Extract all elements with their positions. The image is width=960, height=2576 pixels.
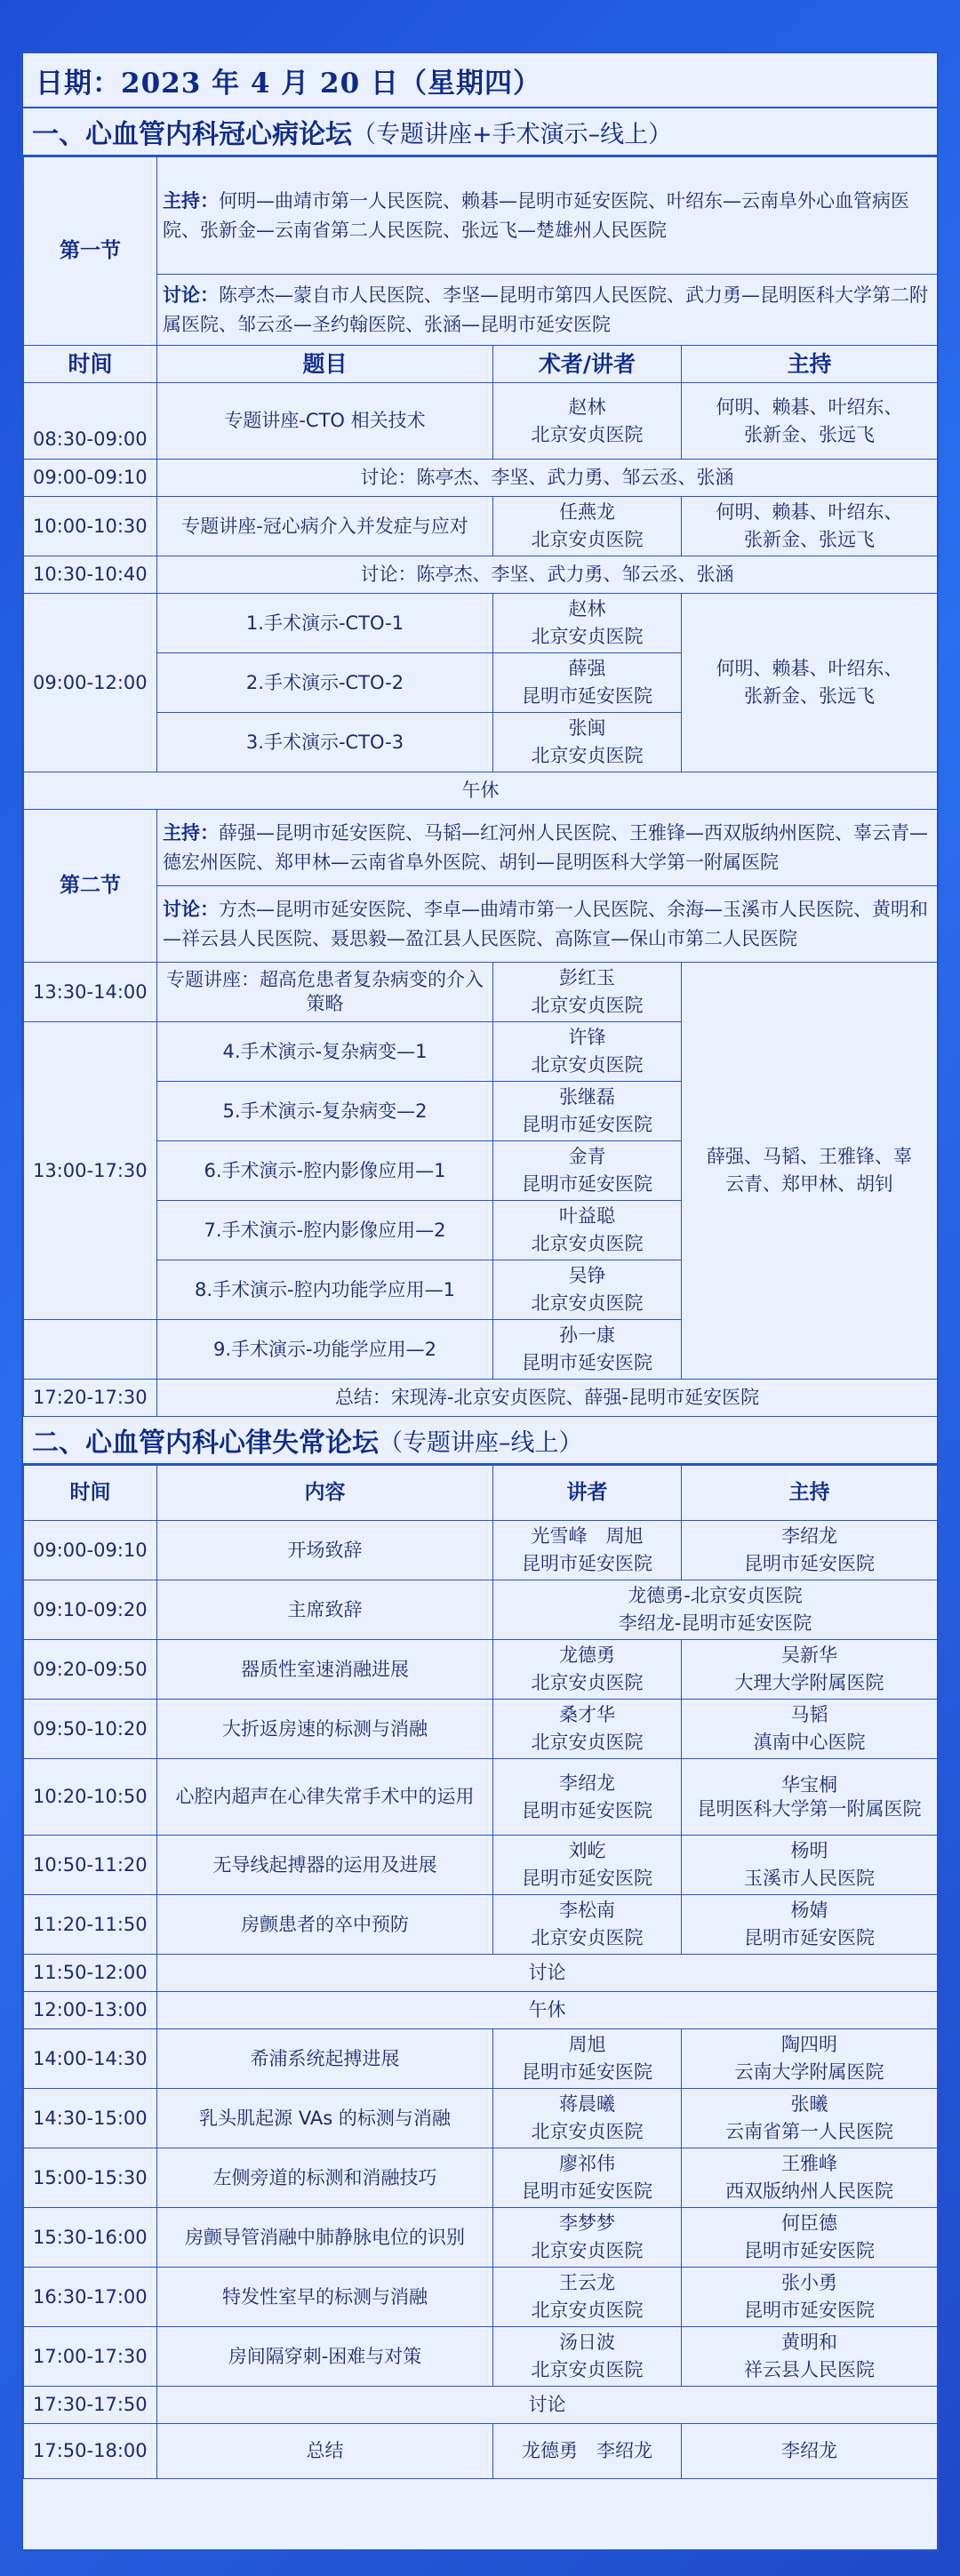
row-host bbox=[682, 1640, 938, 1700]
row-speaker bbox=[493, 1836, 682, 1895]
demo-speaker bbox=[493, 1022, 682, 1082]
row-host bbox=[682, 383, 938, 460]
demo-topic: 8.手术演示-腔内功能学应用—1 bbox=[157, 1260, 493, 1320]
date-heading: 日期：2023 年 4 月 20 日（星期四） bbox=[23, 53, 937, 108]
speaker-org: 昆明市延安医院 bbox=[522, 1173, 652, 1195]
table-row bbox=[24, 1836, 938, 1895]
demo-topic: 5.手术演示-复杂病变—2 bbox=[157, 1082, 493, 1141]
row-speaker-line: 龙德勇 李绍龙 bbox=[522, 2440, 652, 2461]
part2-discussants-text: 方杰—昆明市延安医院、李卓—曲靖市第一人民医院、余海—玉溪市人民医院、黄明和—祥云县人民医院、聂思毅—盈江县人民医院、高陈宣—保山市第二人民医院 bbox=[163, 898, 928, 949]
row-time: 10:20-10:50 bbox=[24, 1759, 157, 1836]
speaker-name: 赵林 bbox=[568, 396, 606, 418]
table-row bbox=[24, 1700, 938, 1759]
speaker-name: 孙一康 bbox=[559, 1324, 615, 1346]
speaker-org: 昆明市延安医院 bbox=[522, 685, 652, 707]
row-speaker bbox=[493, 2029, 682, 2089]
row-speaker bbox=[493, 2268, 682, 2327]
row-speaker-line: 昆明市延安医院 bbox=[522, 2061, 652, 2083]
demo-speaker bbox=[493, 1201, 682, 1260]
section1-table bbox=[23, 156, 938, 1417]
row-host-line: 云南省第一人民医院 bbox=[725, 2121, 893, 2142]
host-line: 何明、赖碁、叶绍东、 bbox=[716, 396, 903, 418]
demo-topic: 7.手术演示-腔内影像应用—2 bbox=[157, 1201, 493, 1260]
row-time: 13:30-14:00 bbox=[24, 963, 157, 1022]
section1-title bbox=[23, 108, 937, 156]
row-chairs-line: 龙德勇-北京安贞医院 bbox=[628, 1585, 803, 1606]
row-host-line: 华宝桐 bbox=[781, 1773, 837, 1796]
section2-title-sub: （专题讲座–线上） bbox=[379, 1428, 583, 1457]
row-host-line: 杨婧 bbox=[790, 1900, 828, 1921]
row-speaker-line: 昆明市延安医院 bbox=[522, 1868, 652, 1889]
table-row bbox=[24, 556, 938, 594]
speaker-org: 昆明市延安医院 bbox=[522, 1114, 652, 1135]
row-host bbox=[682, 2424, 938, 2479]
row-speaker bbox=[493, 1521, 682, 1580]
row-host-line: 祥云县人民医院 bbox=[744, 2359, 875, 2380]
host-line: 何明、赖碁、叶绍东、 bbox=[716, 658, 903, 679]
header-time: 时间 bbox=[24, 346, 157, 383]
row-speaker bbox=[493, 2327, 682, 2387]
row-speaker-line: 昆明市延安医院 bbox=[522, 1799, 652, 1821]
row-host-line: 云南大学附属医院 bbox=[734, 2061, 884, 2083]
row-time: 10:00-10:30 bbox=[24, 497, 157, 556]
speaker-org: 北京安贞医院 bbox=[531, 1054, 644, 1076]
row-topic: 无导线起搏器的运用及进展 bbox=[157, 1836, 493, 1895]
row-time: 11:50-12:00 bbox=[24, 1955, 157, 1992]
speaker-name: 金青 bbox=[568, 1146, 606, 1167]
table-row bbox=[24, 1640, 938, 1700]
section1-title-sub: （专题讲座+手术演示–线上） bbox=[352, 120, 673, 148]
header-content: 内容 bbox=[157, 1466, 493, 1521]
row-time: 09:50-10:20 bbox=[24, 1700, 157, 1759]
speaker-name: 叶益聪 bbox=[559, 1205, 615, 1227]
section2-title-main: 二、心血管内科心律失常论坛 bbox=[32, 1428, 379, 1459]
table-row bbox=[24, 2029, 938, 2089]
header-topic: 题目 bbox=[157, 346, 493, 383]
section2-rows bbox=[24, 1521, 938, 2479]
row-chairs bbox=[493, 1580, 938, 1640]
row-speaker bbox=[493, 1759, 682, 1836]
row-host-line: 张小勇 bbox=[781, 2272, 837, 2293]
row-speaker-line: 李梦梦 bbox=[559, 2212, 615, 2234]
row-summary: 总结：宋现涛-北京安贞医院、薛强-昆明市延安医院 bbox=[157, 1380, 938, 1417]
row-time: 09:20-09:50 bbox=[24, 1640, 157, 1700]
row-speaker-line: 北京安贞医院 bbox=[531, 2240, 644, 2261]
demo-topic: 6.手术演示-腔内影像应用—1 bbox=[157, 1141, 493, 1201]
header-host: 主持 bbox=[682, 346, 938, 383]
part2-label: 第二节 bbox=[24, 810, 157, 963]
table-row bbox=[24, 383, 938, 460]
row-host-line: 玉溪市人民医院 bbox=[744, 1868, 875, 1889]
row-time: 16:30-17:00 bbox=[24, 2268, 157, 2327]
speaker-org: 北京安贞医院 bbox=[531, 626, 644, 647]
row-speaker-line: 廖祁伟 bbox=[559, 2153, 615, 2174]
part1-label: 第一节 bbox=[24, 157, 157, 346]
row-speaker bbox=[493, 1640, 682, 1700]
row-speaker-line: 汤日波 bbox=[559, 2332, 615, 2353]
row-host-line: 大理大学附属医院 bbox=[734, 1672, 884, 1693]
table-row bbox=[24, 2208, 938, 2268]
row-host bbox=[682, 1759, 938, 1836]
row-time: 14:30-15:00 bbox=[24, 2089, 157, 2148]
row-topic: 开场致辞 bbox=[157, 1521, 493, 1580]
demo-speaker bbox=[493, 1082, 682, 1141]
table-row bbox=[24, 2387, 938, 2424]
part1-hosts bbox=[157, 157, 938, 275]
row-host-line: 西双版纳州人民医院 bbox=[725, 2180, 893, 2202]
demo-speaker bbox=[493, 1260, 682, 1320]
demo-topic: 3.手术演示-CTO-3 bbox=[157, 713, 493, 772]
table-row bbox=[24, 1759, 938, 1836]
row-speaker-line: 周旭 bbox=[568, 2034, 606, 2055]
row-time: 17:00-17:30 bbox=[24, 2327, 157, 2387]
row-time: 13:00-17:30 bbox=[24, 1022, 157, 1320]
row-speaker-line: 北京安贞医院 bbox=[531, 1927, 644, 1948]
row-topic: 专题讲座-CTO 相关技术 bbox=[157, 383, 493, 460]
host-line: 何明、赖碁、叶绍东、 bbox=[716, 501, 903, 523]
section2-table bbox=[23, 1465, 938, 2479]
host-line: 张新金、张远飞 bbox=[744, 423, 875, 445]
row-host-line: 陶四明 bbox=[781, 2034, 837, 2055]
row-topic: 专题讲座：超高危患者复杂病变的介入策略 bbox=[157, 963, 493, 1022]
table-row bbox=[24, 1580, 938, 1640]
row-speaker-line: 昆明市延安医院 bbox=[522, 1553, 652, 1574]
host-line: 张新金、张远飞 bbox=[744, 529, 875, 550]
row-host-line: 王雅峰 bbox=[781, 2153, 837, 2174]
row-speaker-line: 北京安贞医院 bbox=[531, 2121, 644, 2142]
speaker-org: 北京安贞医院 bbox=[531, 745, 644, 766]
row-speaker bbox=[493, 383, 682, 460]
row-time: 10:50-11:20 bbox=[24, 1836, 157, 1895]
row-speaker bbox=[493, 2424, 682, 2479]
row-time: 17:50-18:00 bbox=[24, 2424, 157, 2479]
row-host-line: 滇南中心医院 bbox=[753, 1732, 866, 1753]
host-line: 张新金、张远飞 bbox=[744, 685, 875, 707]
row-host-line: 昆明市延安医院 bbox=[744, 1553, 875, 1574]
discussion-label: 讨论： bbox=[163, 284, 219, 306]
demo-topic: 1.手术演示-CTO-1 bbox=[157, 594, 493, 653]
speaker-org: 北京安贞医院 bbox=[531, 529, 644, 550]
part2-hosts-text: 薛强—昆明市延安医院、马韬—红河州人民医院、王雅锋—西双版纳州医院、辜云青—德宏州医院、郑甲林—云南省阜外医院、胡钊—昆明医科大学第一附属医院 bbox=[163, 821, 928, 873]
row-host bbox=[682, 2268, 938, 2327]
table-row bbox=[24, 2424, 938, 2479]
row-host-line: 张曦 bbox=[790, 2093, 828, 2115]
row-host-line: 吴新华 bbox=[781, 1644, 837, 1666]
table-row bbox=[24, 772, 938, 810]
discussion-label: 讨论： bbox=[163, 898, 219, 920]
demo-speaker bbox=[493, 713, 682, 772]
row-topic: 器质性室速消融进展 bbox=[157, 1640, 493, 1700]
demo-speaker bbox=[493, 1141, 682, 1201]
row-topic: 乳头肌起源 VAs 的标测与消融 bbox=[157, 2089, 493, 2148]
demo-topic: 9.手术演示-功能学应用—2 bbox=[157, 1320, 493, 1380]
row-discussion: 讨论：陈亭杰、李坚、武力勇、邹云丞、张涵 bbox=[157, 556, 938, 594]
row-host bbox=[682, 963, 938, 1380]
speaker-org: 北京安贞医院 bbox=[531, 1292, 644, 1314]
row-time-empty bbox=[24, 1320, 157, 1380]
row-speaker-line: 北京安贞医院 bbox=[531, 2300, 644, 2321]
row-topic: 房颤患者的卒中预防 bbox=[157, 1895, 493, 1955]
table-row bbox=[24, 460, 938, 497]
speaker-name: 张闽 bbox=[568, 717, 606, 739]
row-host-line: 李绍龙 bbox=[781, 1525, 837, 1547]
table-row bbox=[24, 2327, 938, 2387]
row-host bbox=[682, 2208, 938, 2268]
row-topic: 专题讲座-冠心病介入并发症与应对 bbox=[157, 497, 493, 556]
demo-topic: 2.手术演示-CTO-2 bbox=[157, 653, 493, 713]
row-time: 09:00-12:00 bbox=[24, 594, 157, 772]
table-row bbox=[24, 1955, 938, 1992]
row-topic: 总结 bbox=[157, 2424, 493, 2479]
host-label: 主持： bbox=[163, 821, 219, 844]
header-speaker: 术者/讲者 bbox=[493, 346, 682, 383]
row-topic: 房颤导管消融中肺静脉电位的识别 bbox=[157, 2208, 493, 2268]
row-speaker bbox=[493, 2208, 682, 2268]
speaker-name: 张继磊 bbox=[559, 1086, 615, 1108]
row-speaker-line: 北京安贞医院 bbox=[531, 1732, 644, 1753]
row-time: 11:20-11:50 bbox=[24, 1895, 157, 1955]
speaker-name: 许锋 bbox=[568, 1027, 606, 1048]
speaker-name: 任燕龙 bbox=[559, 501, 615, 523]
table-row bbox=[24, 497, 938, 556]
section1-title-main: 一、心血管内科冠心病论坛 bbox=[32, 119, 352, 150]
row-topic: 特发性室早的标测与消融 bbox=[157, 2268, 493, 2327]
row-full: 讨论 bbox=[157, 2387, 938, 2424]
speaker-name: 吴铮 bbox=[568, 1265, 606, 1286]
part2-hosts bbox=[157, 810, 938, 886]
row-speaker-line: 王云龙 bbox=[559, 2272, 615, 2293]
table-row bbox=[24, 1521, 938, 1580]
row-time: 17:20-17:30 bbox=[24, 1380, 157, 1417]
table-row bbox=[24, 963, 938, 1022]
row-host-line: 马韬 bbox=[790, 1704, 828, 1725]
row-speaker-line: 北京安贞医院 bbox=[531, 1672, 644, 1693]
row-topic: 大折返房速的标测与消融 bbox=[157, 1700, 493, 1759]
row-discussion: 讨论：陈亭杰、李坚、武力勇、邹云丞、张涵 bbox=[157, 460, 938, 497]
row-host bbox=[682, 1700, 938, 1759]
row-host-line: 杨明 bbox=[790, 1840, 828, 1861]
row-speaker bbox=[493, 963, 682, 1022]
row-speaker-line: 龙德勇 bbox=[559, 1644, 615, 1666]
row-host bbox=[682, 2029, 938, 2089]
row-speaker-line: 蒋晨曦 bbox=[559, 2093, 615, 2115]
row-host bbox=[682, 2089, 938, 2148]
table-row bbox=[24, 1992, 938, 2029]
row-speaker bbox=[493, 2089, 682, 2148]
row-host bbox=[682, 497, 938, 556]
row-time: 10:30-10:40 bbox=[24, 556, 157, 594]
header-speaker: 讲者 bbox=[493, 1466, 682, 1521]
row-time: 17:30-17:50 bbox=[24, 2387, 157, 2424]
row-speaker bbox=[493, 2148, 682, 2208]
row-topic: 房间隔穿刺-困难与对策 bbox=[157, 2327, 493, 2387]
host-label: 主持： bbox=[163, 189, 219, 212]
row-speaker-line: 李松南 bbox=[559, 1900, 615, 1921]
section2-title bbox=[23, 1417, 937, 1465]
row-host bbox=[682, 2148, 938, 2208]
speaker-org: 北京安贞医院 bbox=[531, 995, 644, 1016]
row-speaker-line: 北京安贞医院 bbox=[531, 2359, 644, 2380]
host-line: 薛强、马韬、王雅锋、辜 bbox=[707, 1146, 912, 1167]
row-speaker bbox=[493, 497, 682, 556]
host-line: 云青、郑甲林、胡钊 bbox=[725, 1173, 893, 1195]
part1-discussants bbox=[157, 275, 938, 346]
header-time: 时间 bbox=[24, 1466, 157, 1521]
row-speaker-line: 刘屹 bbox=[568, 1840, 606, 1861]
speaker-org: 北京安贞医院 bbox=[531, 1233, 644, 1254]
row-host-line: 昆明市延安医院 bbox=[744, 2300, 875, 2321]
row-speaker-line: 桑才华 bbox=[559, 1704, 615, 1725]
row-speaker-line: 昆明市延安医院 bbox=[522, 2180, 652, 2202]
part2-discussants bbox=[157, 886, 938, 963]
row-topic: 希浦系统起搏进展 bbox=[157, 2029, 493, 2089]
speaker-name: 彭红玉 bbox=[559, 967, 615, 988]
row-host bbox=[682, 1895, 938, 1955]
table-row bbox=[24, 2148, 938, 2208]
part1-discussants-text: 陈亭杰—蒙自市人民医院、李坚—昆明市第四人民医院、武力勇—昆明医科大学第二附属医院、邹云丞—圣约翰医院、张涵—昆明市延安医院 bbox=[163, 284, 928, 335]
row-topic: 主席致辞 bbox=[157, 1580, 493, 1640]
row-time: 14:00-14:30 bbox=[24, 2029, 157, 2089]
row-time: 08:30-09:00 bbox=[24, 383, 157, 460]
row-host bbox=[682, 1836, 938, 1895]
row-host bbox=[682, 594, 938, 772]
row-chairs-line: 李绍龙-昆明市延安医院 bbox=[618, 1612, 812, 1634]
table-row bbox=[24, 2089, 938, 2148]
row-host bbox=[682, 2327, 938, 2387]
lunch-break: 午休 bbox=[24, 772, 938, 810]
row-topic: 左侧旁道的标测和消融技巧 bbox=[157, 2148, 493, 2208]
row-speaker bbox=[493, 1895, 682, 1955]
table-row bbox=[24, 2268, 938, 2327]
row-time: 15:00-15:30 bbox=[24, 2148, 157, 2208]
schedule-sheet bbox=[21, 52, 939, 2551]
speaker-org: 北京安贞医院 bbox=[531, 423, 644, 445]
table-row bbox=[24, 1895, 938, 1955]
header-host: 主持 bbox=[682, 1466, 938, 1521]
row-time: 15:30-16:00 bbox=[24, 2208, 157, 2268]
row-full: 午休 bbox=[157, 1992, 938, 2029]
row-speaker-line: 光雪峰 周旭 bbox=[531, 1525, 644, 1547]
row-host-line: 昆明市延安医院 bbox=[744, 1927, 875, 1948]
row-host-line: 黄明和 bbox=[781, 2332, 837, 2353]
demo-speaker bbox=[493, 653, 682, 713]
row-time: 09:00-09:10 bbox=[24, 460, 157, 497]
speaker-org: 昆明市延安医院 bbox=[522, 1352, 652, 1373]
row-full: 讨论 bbox=[157, 1955, 938, 1992]
demo-speaker bbox=[493, 1320, 682, 1380]
table-row bbox=[24, 594, 938, 653]
row-host-line: 李绍龙 bbox=[781, 2440, 837, 2461]
speaker-name: 赵林 bbox=[568, 598, 606, 620]
speaker-name: 薛强 bbox=[568, 658, 606, 679]
demo-topic: 4.手术演示-复杂病变—1 bbox=[157, 1022, 493, 1082]
row-host bbox=[682, 1521, 938, 1580]
row-host-line: 昆明医科大学第一附属医院 bbox=[697, 1797, 922, 1820]
demo-speaker bbox=[493, 594, 682, 653]
row-speaker bbox=[493, 1700, 682, 1759]
row-topic: 心腔内超声在心律失常手术中的运用 bbox=[157, 1759, 493, 1836]
table-row bbox=[24, 1380, 938, 1417]
row-time: 12:00-13:00 bbox=[24, 1992, 157, 2029]
row-time: 09:10-09:20 bbox=[24, 1580, 157, 1640]
row-host-line: 何臣德 bbox=[781, 2212, 837, 2234]
row-speaker-line: 李绍龙 bbox=[559, 1772, 615, 1794]
row-host-line: 昆明市延安医院 bbox=[744, 2240, 875, 2261]
part1-hosts-text: 何明—曲靖市第一人民医院、赖碁—昆明市延安医院、叶绍东—云南阜外心血管病医院、张新金—云南省第二人民医院、张远飞—楚雄州人民医院 bbox=[163, 189, 909, 241]
row-time: 09:00-09:10 bbox=[24, 1521, 157, 1580]
